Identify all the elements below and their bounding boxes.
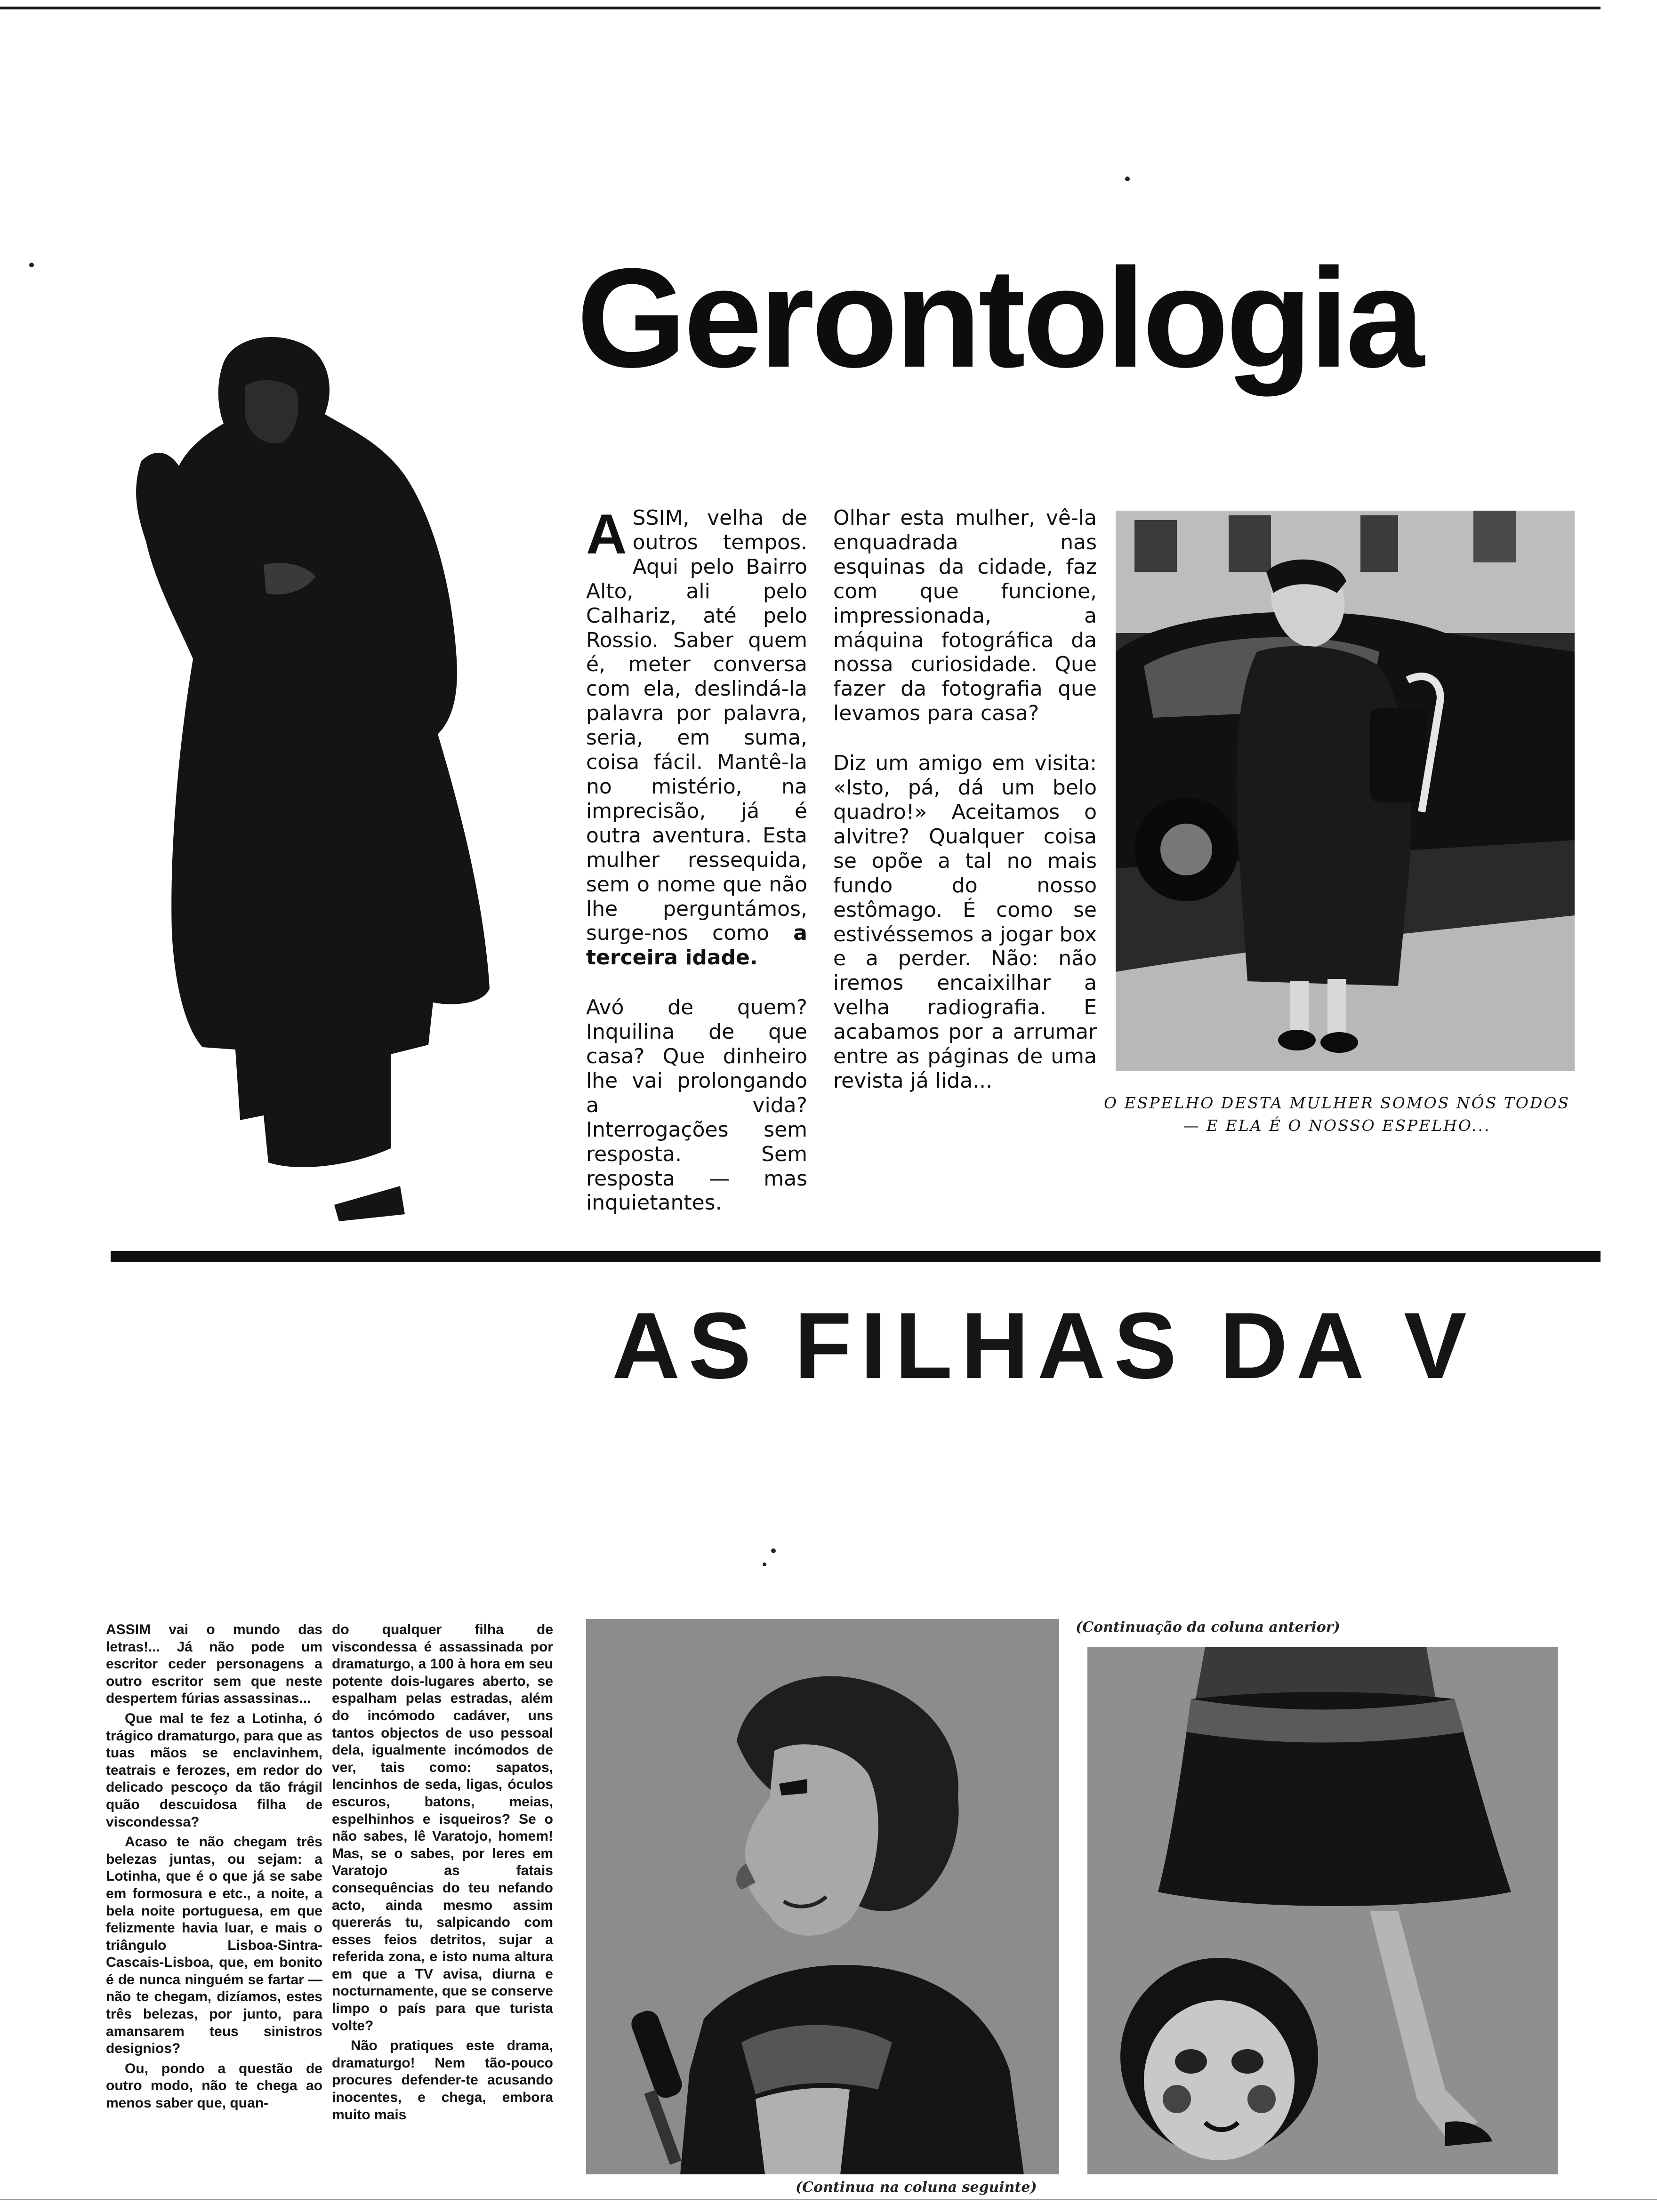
second-article-column-2 (332, 1621, 553, 2126)
top-rule (0, 7, 1601, 9)
continuation-note: (Continuação da coluna anterior) (1076, 1619, 1340, 1635)
article-column-1 (586, 503, 807, 1241)
bottom-rule (0, 2199, 1657, 2200)
article-paragraph: Ou, pondo a questão de outro modo, não te chega ao menos saber que, quan- (106, 2060, 322, 2111)
article-paragraph: Avó de quem? Inquilina de que casa? Que dinheiro lhe vai prolongando a vida? Interrogações sem resposta. Sem resposta — mas inquietantes. (586, 995, 807, 1215)
article-paragraph: Não pratiques este drama, dramaturgo! Nem tão-pouco procures defender-te acusando inocentes, e chega, embora muito mais (332, 2038, 553, 2123)
article-paragraph: Olhar esta mulher, vê-la enquadrada nas esquinas da cidade, faz com que funcione, impressionada, a máquina fotográfica da nossa curiosidade. Que fazer da fotografia que levamos para casa? (833, 506, 1097, 726)
article-column-2 (833, 506, 1097, 1119)
second-article-column-1 (106, 1621, 322, 2115)
article-paragraph: Diz um amigo em visita: «Isto, pá, dá um belo quadro!» Aceitamos o alvitre? Qualquer coisa se opõe a tal no mais fundo do nosso estômago. É como se estivéssemos a jogar box e a perder. Não: não iremos encaixilhar a velha radiografia. E acabamos por a arrumar entre as páginas de uma revista já lida... (833, 751, 1097, 1093)
illustration-curly-haired-woman (586, 1619, 1059, 2174)
continuation-note: (Continua na coluna seguinte) (796, 2179, 1037, 2196)
section-divider-rule (111, 1251, 1601, 1262)
print-speck (763, 1563, 766, 1566)
paragraph-text: SSIM, velha de outros tempos. Aqui pelo Bairro Alto, ali pelo Calhariz, até pelo Rossio. Saber quem é, meter conversa com ela, deslindá-la palavra por palavra, seria, em suma, coisa fácil. Mantê-la no mistério, na imprecisão, já é outra aventura. Esta mulher ressequida, sem o nome que não lhe perguntámos, surge-nos como (586, 506, 807, 946)
print-speck (771, 1548, 776, 1553)
woman-silhouette-photo (127, 320, 494, 1224)
article-paragraph: do qualquer filha de viscondessa é assassinada por dramaturgo, a 100 à hora em seu potente dois-lugares aberto, se espalham pelas estradas, além do incómodo cadáver, uns tantos objectos de uso pessoal dela, igualmente incómodos de ver, tais como: sapatos, lencinhos de seda, ligas, óculos escuros, batons, meias, espelhinhos e isqueiros? Se o não sabes, lê Varatojo, homem! Mas, se o sabes, por leres em Varatojo as fatais consequências do teu nefando acto, ainda mesmo assim quererás tu, salpicando com esses feios detritos, sujar a referida zona, e isto numa altura em que a TV avisa, diurna e nocturnamente, que se conserve limpo o país para que turista volte? (332, 1622, 553, 2034)
article-paragraph: Que mal te fez a Lotinha, ó trágico dramaturgo, para que as tuas mãos se enclavinhem, teatrais e ferozes, em redor do delicado pescoço da tão frágil quão descuidosa filha de viscondessa? (106, 1710, 322, 1830)
article-paragraph: ASSIM vai o mundo das letras!... Já não pode um escritor ceder personagens a outro escritor sem que neste despertem fúrias assassinas... (106, 1622, 322, 1707)
headline-as-filhas-da-v: AS FILHAS DA V (612, 1299, 1475, 1393)
illustration-skirt-and-child-face (1087, 1647, 1558, 2174)
article-paragraph: Acaso te não chegam três belezas juntas, ou sejam: a Lotinha, que é o que já se sabe em formosura e etc., a noite, a bela noite portuguesa, em que felizmente havia luar, e mais o triângulo Lisboa-Sintra-Cascais-Lisboa, que, em bonito é de nunca ninguém se fartar — não te chegam, dizíamos, estes três belezas, por junto, para amansarem teus sinistros designios? (106, 1834, 322, 2057)
caption-line-1: O ESPELHO DESTA MULHER SOMOS NÓS TODOS (1104, 1094, 1570, 1112)
drop-cap: A (586, 503, 627, 566)
photo-caption (1097, 1092, 1577, 1137)
bold-phrase: a terceira idade. (586, 921, 807, 970)
headline-gerontologia: Gerontologia (577, 239, 1422, 397)
print-speck (1125, 176, 1130, 181)
article-paragraph (586, 503, 807, 970)
print-speck (29, 263, 34, 267)
street-photo-woman-with-umbrella (1116, 511, 1575, 1071)
caption-line-2: — E ELA É O NOSSO ESPELHO... (1183, 1116, 1491, 1135)
